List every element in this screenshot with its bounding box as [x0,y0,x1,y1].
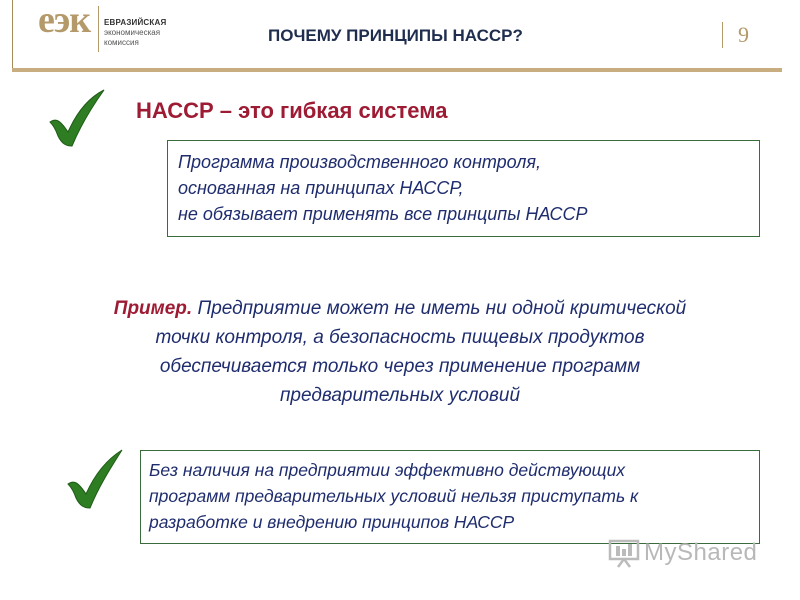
example-line: точки контроля, а безопасность пищевых продуктов [155,327,645,348]
requirement-line: разработке и внедрению принципов НАССР [149,512,515,532]
example-label: Пример. [113,298,193,319]
presentation-icon [608,538,640,568]
frame-left-line [12,0,13,72]
principle-line: не обязывает применять все принципы НАССР [178,204,588,224]
requirement-box [140,450,760,544]
logo-wordmark: еэк [38,0,91,41]
slide-header [0,0,800,72]
logo-line-3: комиссия [104,38,139,47]
logo-text [104,18,166,48]
section-heading: НАССР – это гибкая система [136,98,448,123]
check-mark-icon [46,88,110,152]
principle-box [167,140,760,237]
requirement-line: Без наличия на предприятии эффективно действующих [149,460,626,480]
header-rule [12,68,782,72]
example-paragraph [20,294,780,410]
principle-line: Программа производственного контроля, [178,152,542,172]
requirement-line: программ предварительных условий нельзя приступать к [149,486,639,506]
logo-line-1: ЕВРАЗИЙСКАЯ [104,18,167,27]
logo-divider [98,6,99,52]
example-line: обеспечивается только через применение программ [159,356,641,377]
example-text: Предприятие может не иметь ни одной критической [197,298,687,319]
slide-title: ПОЧЕМУ ПРИНЦИПЫ НАССР? [268,26,523,45]
check-mark-icon [64,448,128,514]
example-line: предварительных условий [279,385,521,406]
principle-line: основанная на принципах НАССР, [178,178,464,198]
watermark-text: MyShared [644,539,758,566]
page-number-divider [722,22,723,48]
watermark [608,538,757,568]
logo-line-2: экономическая [104,28,161,37]
page-number: 9 [738,22,749,47]
example-line-1 [20,294,780,323]
